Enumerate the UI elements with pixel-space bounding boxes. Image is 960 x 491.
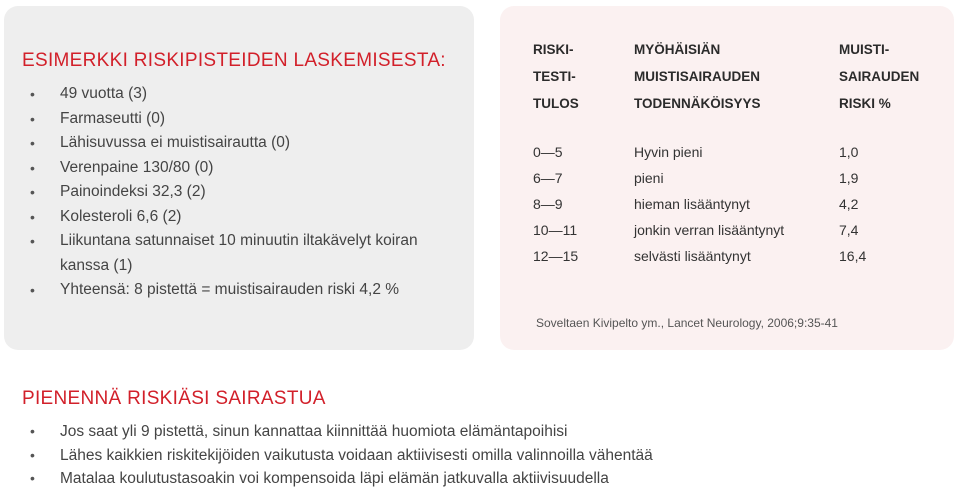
table-row (0, 166, 960, 192)
score-cell: 10—11 (533, 222, 578, 238)
score-cell: 8—9 (533, 196, 563, 212)
probability-cell: pieni (634, 170, 664, 186)
bullet-icon: • (30, 470, 35, 486)
percent-cell: 1,9 (839, 170, 859, 186)
bullet-icon: • (30, 135, 35, 151)
percent-cell: 7,4 (839, 222, 859, 238)
score-cell: 0—5 (533, 144, 563, 160)
bullet-icon: • (30, 86, 35, 102)
score-cell: 6—7 (533, 170, 563, 186)
percent-cell: 1,0 (839, 144, 859, 160)
header-probability: MYÖHÄISIÄN MUISTISAIRAUDEN TODENNÄKÖISYYS (634, 42, 761, 111)
table-row (0, 218, 960, 244)
reduce-risk-title: PIENENNÄ RISKIÄSI SAIRASTUA (22, 388, 326, 409)
score-cell: 12—15 (533, 248, 579, 264)
list-item: • Yhteensä: 8 pistettä = muistisairauden riski 4,2 % (30, 278, 460, 303)
source-citation: Soveltaen Kivipelto ym., Lancet Neurology, 2006;9:35-41 (536, 316, 838, 330)
bullet-icon: • (30, 208, 35, 225)
bullet-icon: • (30, 423, 35, 439)
probability-cell: hieman lisääntynyt (634, 196, 750, 212)
bullet-icon: • (30, 110, 35, 127)
percent-cell: 4,2 (839, 196, 859, 212)
list-item: • Liikuntana satunnaiset 10 minuutin iltakävelyt koiran kanssa (1) (30, 229, 460, 278)
list-item: • Farmaseutti (0) (30, 107, 460, 132)
list-item: • 49 vuotta (3) (30, 82, 460, 107)
risk-table-body (0, 140, 960, 270)
list-item: • Painoindeksi 32,3 (2) (30, 180, 460, 205)
bullet-icon: • (30, 282, 35, 298)
example-title: ESIMERKKI RISKIPISTEIDEN LASKEMISESTA: (22, 50, 446, 71)
probability-cell: Hyvin pieni (634, 144, 703, 160)
table-row (0, 192, 960, 218)
table-row (0, 244, 960, 270)
list-item: • Lähes kaikkien riskitekijöiden vaikutusta voidaan aktiivisesti omilla valinnoilla vähentää (30, 444, 930, 468)
percent-cell: 16,4 (839, 248, 867, 264)
bullet-icon: • (30, 446, 35, 463)
list-item: • Kolesteroli 6,6 (2) (30, 205, 460, 230)
reduce-risk-list (30, 420, 930, 491)
table-row (0, 140, 960, 166)
bullet-icon: • (30, 159, 35, 176)
bullet-icon: • (30, 184, 35, 200)
probability-cell: jonkin verran lisääntynyt (634, 222, 785, 238)
bullet-icon: • (30, 233, 35, 249)
list-item: • Jos saat yli 9 pistettä, sinun kannattaa kiinnittää huomiota elämäntapoihisi (30, 420, 930, 444)
header-risk-percent: MUISTI- SAIRAUDEN RISKI % (839, 42, 920, 111)
list-item: • Verenpaine 130/80 (0) (30, 156, 460, 181)
header-risk-score: RISKI- TESTI- TULOS (533, 42, 579, 111)
probability-cell: selvästi lisääntynyt (634, 248, 751, 264)
list-item: • Matalaa koulutustasoakin voi kompensoida läpi elämän jatkuvalla aktiivisuudella (30, 467, 930, 491)
list-item: • Lähisuvussa ei muistisairautta (0) (30, 131, 460, 156)
